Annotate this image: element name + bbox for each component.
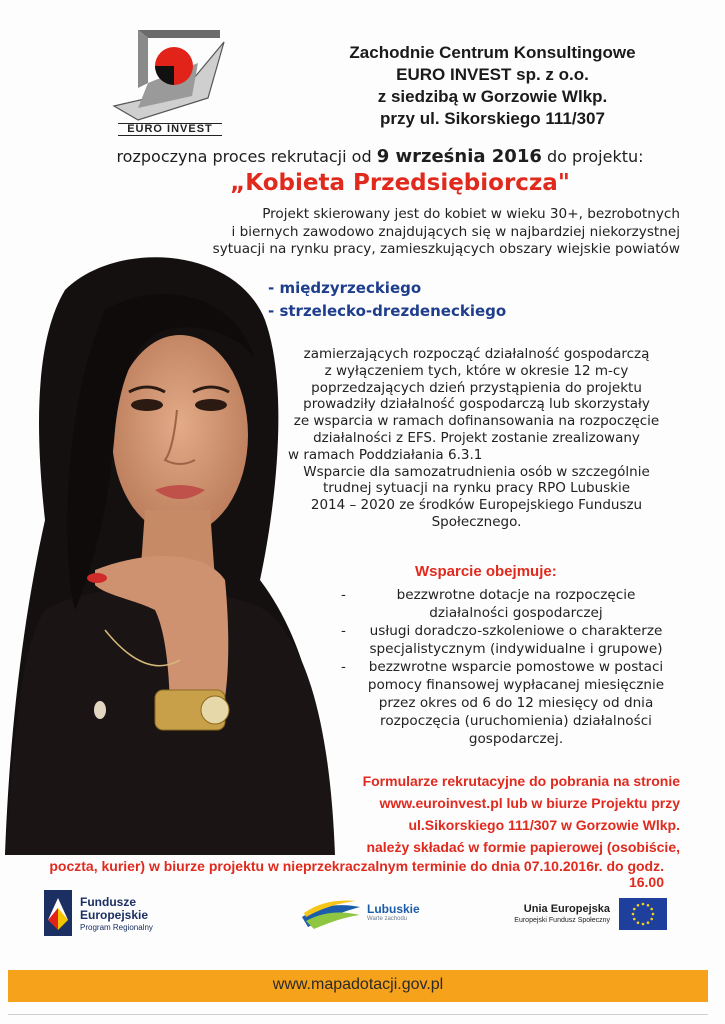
support-item: - bezzwrotne dotacje na rozpoczęcie działalności gospodarczej bbox=[337, 586, 677, 622]
fundusze-europejskie-text bbox=[80, 896, 153, 933]
bottom-divider bbox=[8, 1014, 708, 1015]
forms-line: ul.Sikorskiego 111/307 w Gorzowie Wlkp. bbox=[408, 817, 680, 833]
recruitment-line bbox=[60, 146, 700, 167]
logo-wordmark: EURO INVEST bbox=[118, 123, 222, 136]
lubuskie-slogan: Warte zachodu bbox=[367, 916, 408, 922]
county-strzelecko-drezdenecki: - strzelecko-drezdeneckiego bbox=[268, 302, 507, 320]
description-line: poprzedzających dzień przystąpienia do projektu bbox=[311, 379, 642, 396]
intro-line: Projekt skierowany jest do kobiet w wieku 30+, bezrobotnych bbox=[262, 206, 680, 222]
company-legal-name: EURO INVEST sp. z o.o. bbox=[396, 65, 589, 84]
fundusze-europejskie-logo bbox=[44, 890, 72, 936]
company-header bbox=[300, 42, 685, 130]
forms-line: należy składać w formie papierowej (osobiście, bbox=[366, 839, 680, 855]
lubuskie-title: Lubuskie bbox=[367, 902, 420, 916]
fe-title-line: Fundusze bbox=[80, 895, 136, 909]
lubuskie-logo bbox=[300, 897, 362, 931]
forms-line: Formularze rekrutacyjne do pobrania na stronie bbox=[362, 773, 680, 789]
description-paragraph bbox=[284, 346, 669, 531]
recruitment-date: 9 września 2016 bbox=[376, 146, 542, 167]
support-list bbox=[337, 586, 677, 748]
support-item: - bezzwrotne wsparcie pomostowe w postaci pomocy finansowej wypłacanej miesięcznie przez okres od 6 do 12 miesięcy od dnia rozpoczęcia (uruchomienia) działalności gospodarczej. bbox=[337, 658, 677, 748]
recruitment-suffix: do projektu: bbox=[541, 147, 644, 166]
description-line: 2014 – 2020 ze środków Europejskiego Funduszu bbox=[310, 497, 643, 514]
lubuskie-text bbox=[367, 903, 420, 923]
description-line: działalności z EFS. Projekt zostanie zrealizowany bbox=[313, 429, 640, 446]
fe-title-line: Europejskie bbox=[80, 908, 149, 922]
support-heading: Wsparcie obejmuje: bbox=[415, 563, 557, 580]
description-line: Społecznego. bbox=[431, 513, 522, 530]
woman-portrait-photo bbox=[5, 250, 335, 855]
description-line: trudnej sytuacji na rynku pracy RPO Lubuskie bbox=[322, 480, 631, 497]
description-line: z wyłączeniem tych, które w okresie 12 m-cy bbox=[324, 362, 629, 379]
eu-text bbox=[480, 903, 610, 926]
description-line: Wsparcie dla samozatrudnienia osób w szczególnie bbox=[303, 463, 650, 480]
company-name: Zachodnie Centrum Konsultingowe bbox=[349, 43, 636, 62]
county-miedzyrzecki: - międzyrzeckiego bbox=[268, 279, 422, 297]
fe-subtitle: Program Regionalny bbox=[80, 923, 153, 932]
forms-deadline-line: poczta, kurier) w biurze projektu w nieprzekraczalnym terminie do dnia 07.10.2016r. do godz. 16.00 bbox=[49, 858, 664, 890]
forms-line: www.euroinvest.pl lub w biurze Projektu przy bbox=[379, 795, 680, 811]
description-line: zamierzających rozpocząć działalność gospodarczą bbox=[303, 346, 650, 362]
intro-line: i biernych zawodowo znajdujących się w najbardziej niekorzystnej bbox=[231, 223, 680, 240]
support-item: - usługi doradczo-szkoleniowe o charakterze specjalistycznym (indywidualne i grupowe) bbox=[337, 622, 677, 658]
company-address: przy ul. Sikorskiego 111/307 bbox=[380, 109, 605, 128]
company-seat: z siedzibą w Gorzowie Wlkp. bbox=[377, 87, 608, 106]
forms-notice bbox=[290, 770, 680, 858]
eu-title: Unia Europejska bbox=[523, 903, 610, 915]
description-line: w ramach Poddziałania 6.3.1 bbox=[288, 446, 483, 463]
intro-line: sytuacji na rynku pracy, zamieszkujących obszary wiejskie powiatów bbox=[212, 241, 680, 257]
footer-url[interactable]: www.mapadotacji.gov.pl bbox=[272, 976, 444, 993]
recruitment-prefix: rozpoczyna proces rekrutacji od bbox=[116, 147, 377, 166]
description-line: ze wsparcia w ramach dofinansowania na rozpoczęcie bbox=[293, 413, 660, 430]
description-line: prowadziły działalność gospodarczą lub skorzystały bbox=[303, 396, 650, 413]
project-title: „Kobieta Przedsiębiorcza" bbox=[230, 170, 570, 196]
eu-fund-name: Europejski Fundusz Społeczny bbox=[514, 917, 610, 924]
eu-flag-icon bbox=[619, 898, 667, 930]
